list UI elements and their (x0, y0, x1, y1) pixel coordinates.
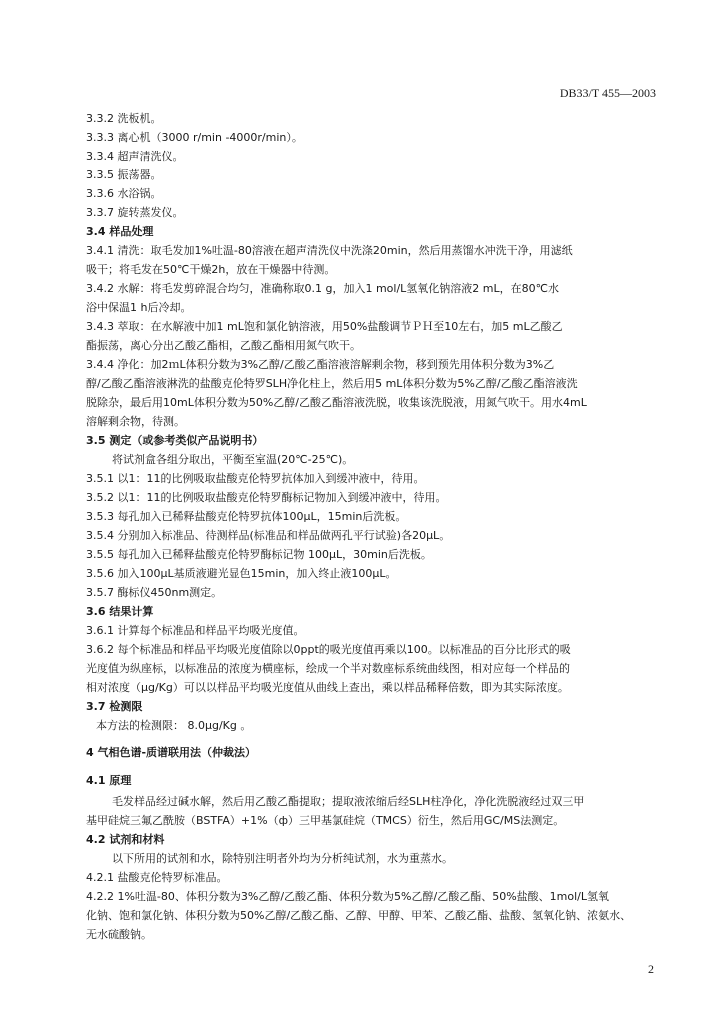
paragraph-line: 无水硫酸钠。 (86, 928, 152, 941)
paragraph-line: 3.6.2 每个标准品和样品平均吸光度值除以0ppt的吸光度值再乘以100。以标准品的百分比形式的吸 (86, 643, 571, 656)
section-heading-3-7: 3.7 检测限 (86, 700, 143, 713)
paragraph-line: 以下所用的试剂和水，除特别注明者外均为分析纯试剂，水为重蒸水。 (112, 852, 453, 865)
paragraph-line: 将试剂盒各组分取出，平衡至室温(20℃-25℃)。 (112, 453, 354, 466)
clause-3-3-4: 3.3.4 超声清洗仪。 (86, 150, 184, 163)
section-heading-4-2: 4.2 试剂和材料 (86, 833, 165, 846)
clause-3-3-2: 3.3.2 洗板机。 (86, 112, 162, 125)
clause-3-5-7: 3.5.7 酶标仪450nm测定。 (86, 586, 223, 599)
paragraph-line: 毛发样品经过碱水解，然后用乙酸乙酯提取；提取液浓缩后经SLH柱净化，净化洗脱液经过双三甲 (112, 795, 585, 808)
clause-3-5-2: 3.5.2 以1：11的比例吸取盐酸克伦特罗酶标记物加入到缓冲液中，待用。 (86, 491, 447, 504)
clause-3-5-6: 3.5.6 加入100μL基质液避光显色15min，加入终止液100μL。 (86, 567, 397, 580)
clause-3-5-1: 3.5.1 以1：11的比例吸取盐酸克伦特罗抗体加入到缓冲液中，待用。 (86, 472, 425, 485)
paragraph-line: 3.4.2 水解：将毛发剪碎混合均匀，准确称取0.1 g，加入1 mol/L氢氧化钠溶液2 mL，在80℃水 (86, 282, 559, 295)
paragraph-line: 基甲硅烷三氟乙酰胺（BSTFA）+1%（ф）三甲基氯硅烷（TMCS）衍生，然后用GC/MS法测定。 (86, 814, 565, 827)
paragraph-line: 相对浓度（μg/Kg）可以以样品平均吸光度值从曲线上查出，乘以样品稀释倍数，即为其实际浓度。 (86, 681, 569, 694)
clause-3-3-3: 3.3.3 离心机（3000 r/min -4000r/min）。 (86, 131, 303, 144)
paragraph-line: 酯振荡，离心分出乙酸乙酯相，乙酸乙酯相用氮气吹干。 (86, 339, 361, 352)
paragraph-line: 醇/乙酸乙酯溶液淋洗的盐酸克伦特罗SLH净化柱上，然后用5 mL体积分数为5%乙醇/乙酸乙酯溶液洗 (86, 377, 578, 390)
clause-3-3-6: 3.3.6 水浴锅。 (86, 187, 162, 200)
clause-3-6-1: 3.6.1 计算每个标准品和样品平均吸光度值。 (86, 624, 305, 637)
section-heading-4-1: 4.1 原理 (86, 774, 132, 787)
page-number: 2 (648, 962, 654, 976)
paragraph-line: 溶解剩余物，待测。 (86, 415, 185, 428)
paragraph-line: 化钠、饱和氯化钠、体积分数为50%乙醇/乙酸乙酯、乙醇、甲醇、甲苯、乙酸乙酯、盐酸、氢氧化钠、浓氨水、 (86, 909, 632, 922)
paragraph-line: 本方法的检测限： 8.0μg/Kg 。 (96, 719, 252, 732)
paragraph-line: 脱除杂，最后用10mL体积分数为50%乙醇/乙酸乙酯溶液洗脱，收集该洗脱液，用氮气吹干。用水4mL (86, 396, 587, 409)
clause-3-3-5: 3.3.5 振荡器。 (86, 168, 162, 181)
paragraph-line: 3.4.4 净化：加2ｍL体积分数为3%乙醇/乙酸乙酯溶液溶解剩余物，移到预先用体积分数为3%乙 (86, 358, 555, 371)
paragraph-line: 浴中保温1 h后冷却。 (86, 301, 192, 314)
clause-3-3-7: 3.3.7 旋转蒸发仪。 (86, 206, 184, 219)
clause-3-5-3: 3.5.3 每孔加入已稀释盐酸克伦特罗抗体100μL，15min后洗板。 (86, 510, 407, 523)
clause-4-2-1: 4.2.1 盐酸克伦特罗标准品。 (86, 871, 228, 884)
clause-3-5-5: 3.5.5 每孔加入已稀释盐酸克伦特罗酶标记物 100μL，30min后洗板。 (86, 548, 432, 561)
section-heading-3-5: 3.5 测定（或参考类似产品说明书） (86, 434, 264, 447)
standard-code-header: DB33/T 455—2003 (559, 86, 656, 100)
chapter-heading-4: 4 气相色谱-质谱联用法（仲裁法） (86, 746, 257, 759)
paragraph-line: 3.4.1 清洗：取毛发加1%吐温-80溶液在超声清洗仪中洗涤20min，然后用蒸馏水冲洗干净，用滤纸 (86, 244, 573, 257)
paragraph-line: 吸干；将毛发在50℃干燥2h，放在干燥器中待测。 (86, 263, 336, 276)
paragraph-line: 4.2.2 1%吐温-80、体积分数为3%乙醇/乙酸乙酯、体积分数为5%乙醇/乙酸乙酯、50%盐酸、1mol/L氢氧 (86, 890, 609, 903)
clause-3-5-4: 3.5.4 分别加入标准品、待测样品(标准品和样品做两孔平行试验)各20μL。 (86, 529, 451, 542)
section-heading-3-4: 3.4 样品处理 (86, 225, 154, 238)
paragraph-line: 3.4.3 萃取：在水解液中加1 mL饱和氯化钠溶液，用50%盐酸调节ＰＨ至10左右，加5 mL乙酸乙 (86, 320, 563, 333)
paragraph-line: 光度值为纵座标，以标准品的浓度为横座标，绘成一个半对数座标系统曲线图，相对应每一个样品的 (86, 662, 570, 675)
section-heading-3-6: 3.6 结果计算 (86, 605, 154, 618)
